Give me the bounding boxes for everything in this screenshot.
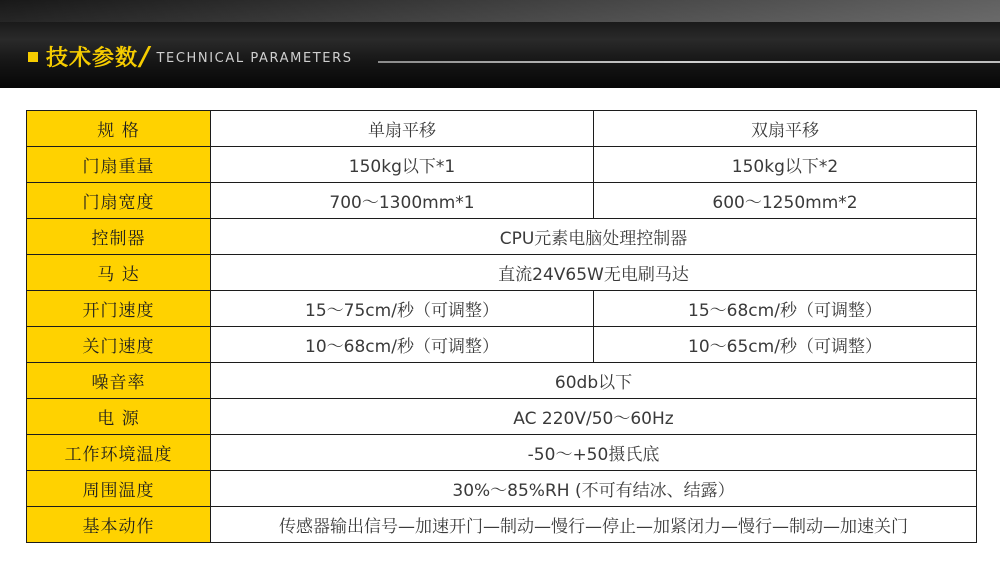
value-cell: 10～65cm/秒（可调整）	[594, 327, 977, 363]
title-chinese: 技术参数	[46, 46, 139, 71]
square-bullet-icon	[28, 52, 38, 62]
table-row	[27, 255, 977, 291]
table-row	[27, 147, 977, 183]
table-row	[27, 111, 977, 147]
value-cell: 双扇平移	[594, 111, 977, 147]
row-label: 马 达	[27, 255, 211, 291]
row-label: 规 格	[27, 111, 211, 147]
table-row	[27, 399, 977, 435]
value-cell: 60db以下	[211, 363, 977, 399]
value-cell: 150kg以下*1	[211, 147, 594, 183]
table-row	[27, 435, 977, 471]
row-label: 开门速度	[27, 291, 211, 327]
value-cell: 15～68cm/秒（可调整）	[594, 291, 977, 327]
table-row	[27, 219, 977, 255]
row-label: 门扇宽度	[27, 183, 211, 219]
value-cell: 直流24V65W无电刷马达	[211, 255, 977, 291]
value-cell: 传感器输出信号—加速开门—制动—慢行—停止—加紧闭力—慢行—制动—加速关门	[211, 507, 977, 543]
title-slash: /	[140, 41, 150, 72]
table-row	[27, 507, 977, 543]
row-label: 门扇重量	[27, 147, 211, 183]
row-label: 控制器	[27, 219, 211, 255]
table-row	[27, 327, 977, 363]
value-cell: 700～1300mm*1	[211, 183, 594, 219]
value-cell: -50～+50摄氏底	[211, 435, 977, 471]
row-label: 周围温度	[27, 471, 211, 507]
value-cell: 单扇平移	[211, 111, 594, 147]
value-cell: 600～1250mm*2	[594, 183, 977, 219]
row-label: 工作环境温度	[27, 435, 211, 471]
section-title	[28, 41, 353, 72]
row-label: 电 源	[27, 399, 211, 435]
value-cell: 150kg以下*2	[594, 147, 977, 183]
row-label: 噪音率	[27, 363, 211, 399]
title-english: TECHNICAL PARAMETERS	[156, 50, 353, 66]
title-divider-line	[378, 61, 1000, 63]
table-row	[27, 471, 977, 507]
table-row	[27, 291, 977, 327]
table-row	[27, 183, 977, 219]
value-cell: CPU元素电脑处理控制器	[211, 219, 977, 255]
row-label: 基本动作	[27, 507, 211, 543]
spec-table	[26, 110, 977, 543]
row-label: 关门速度	[27, 327, 211, 363]
value-cell: 30%～85%RH (不可有结冰、结露）	[211, 471, 977, 507]
value-cell: 10～68cm/秒（可调整）	[211, 327, 594, 363]
value-cell: AC 220V/50～60Hz	[211, 399, 977, 435]
value-cell: 15～75cm/秒（可调整）	[211, 291, 594, 327]
table-row	[27, 363, 977, 399]
